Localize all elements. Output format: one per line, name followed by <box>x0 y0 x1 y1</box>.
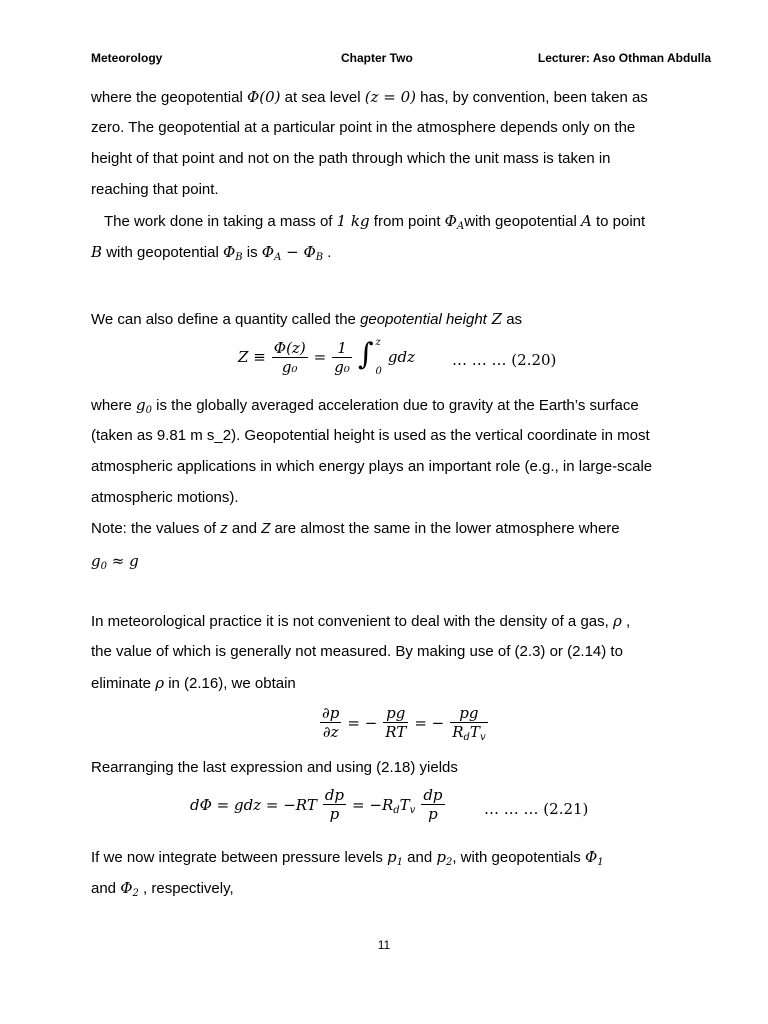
equation-number-2-20: … … … (2.20) <box>452 351 557 369</box>
para5-line2: the value of which is generally not measured. By making use of (2.3) or (2.14) to <box>91 643 623 660</box>
para4-note-math: $g_0 \approx g$ <box>91 552 139 572</box>
equation-number-2-21: … … … (2.21) <box>484 800 589 818</box>
para1-line2: zero. The geopotential at a particular point in the atmosphere depends only on the <box>91 119 636 136</box>
para6-line1: Rearranging the last expression and using (2.18) yields <box>91 759 458 776</box>
header-chapter: Chapter Two <box>341 51 413 65</box>
para1-line1: where the geopotential Φ(0) at sea level (z = 0) has, by convention, been taken as <box>91 88 648 106</box>
para7-line1: If we now integrate between pressure levels $p_1$ and $p_2$, with geopotentials $\Phi_1$ <box>91 848 604 868</box>
page-header <box>91 51 711 69</box>
para4-line3: atmospheric applications in which energy plays an important role (e.g., in large-scale <box>91 458 653 475</box>
equation-hydrostatic: $\frac{\partial p}{\partial z}$ = − $\frac{pg}{RT}$ = − $\frac{pg}{R_dT_v}$ <box>322 704 486 743</box>
header-course: Meteorology <box>91 51 163 65</box>
para5-line3: eliminate ρ in (2.16), we obtain <box>91 674 296 692</box>
equation-2-21: dΦ = gdz = −RT $\frac{dp}{p}$ = $-R_dT_v$ $\frac{dp}{p}$ … … … (2.21) <box>190 786 589 823</box>
para4-line1: where $g_0$ is the globally averaged acceleration due to gravity at the Earth’s surface <box>91 396 639 416</box>
para7-line2: and $\Phi_2$ , respectively, <box>91 879 234 899</box>
header-lecturer: Lecturer: Aso Othman Abdulla <box>537 51 711 65</box>
integral-sign: ∫ <box>357 337 374 372</box>
para5-line1: In meteorological practice it is not convenient to deal with the density of a gas, ρ , <box>91 612 631 630</box>
page-number: 11 <box>377 938 391 952</box>
para4-line2: (taken as 9.81 m s_2). Geopotential height is used as the vertical coordinate in most <box>91 427 650 444</box>
para3-line1: We can also define a quantity called the geopotential height Z as <box>91 310 523 328</box>
para2-line1: The work done in taking a mass of 1 kg from point $\Phi_Awith$ geopotential A to point <box>104 212 646 232</box>
para4-note: Note: the values of z and Z are almost the same in the lower atmosphere where <box>91 520 620 537</box>
para2-line2: B with geopotential $\Phi_B$ is $\Phi_A - \Phi_B$ . <box>91 243 332 263</box>
para1-line4: reaching that point. <box>91 181 219 198</box>
para4-line4: atmospheric motions). <box>91 489 239 506</box>
equation-2-20: Z ≡ $\frac{\Phi(z)}{\text{g₀}}$ = $\frac{1}{\text{g₀}}$ ∫ z 0 gdz … … … (2.20) <box>238 337 557 377</box>
para1-line3: height of that point and not on the path through which the unit mass is taken in <box>91 150 611 167</box>
